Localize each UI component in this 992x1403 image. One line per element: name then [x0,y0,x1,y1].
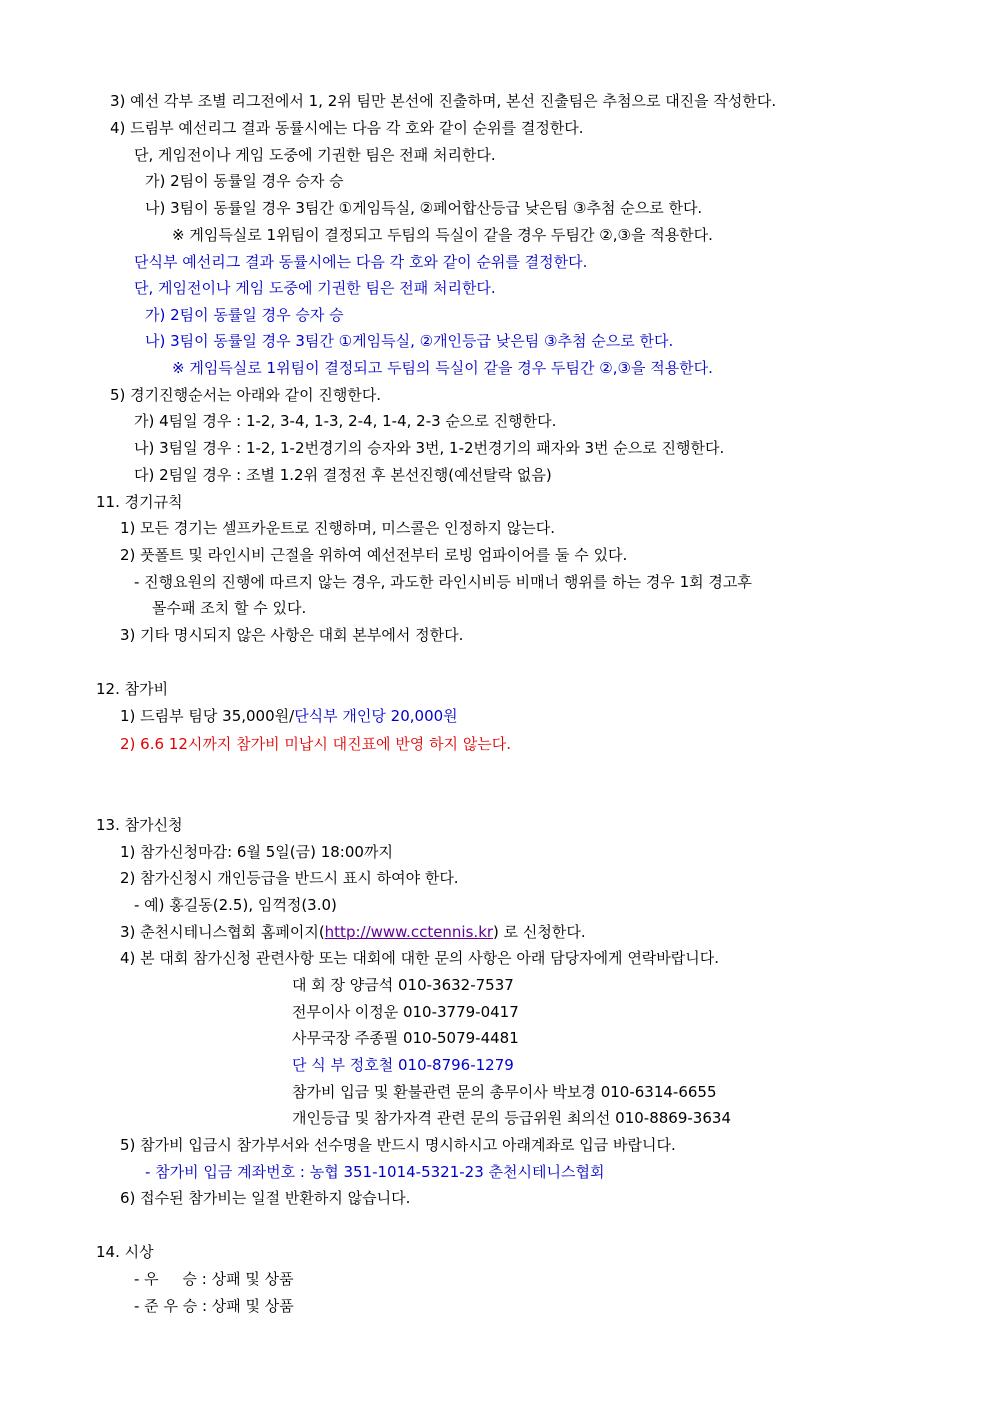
rule-item-4-b: 나) 3팀이 동률일 경우 3팀간 ①게임득실, ②페어합산등급 낮은팀 ③추첨 순으로 한다. [145,199,703,217]
section-13-item-6: 6) 접수된 참가비는 일절 반환하지 않습니다. [120,1189,411,1207]
rule-item-4-a: 가) 2팀이 동률일 경우 승자 승 [145,172,344,190]
homepage-link[interactable]: http://www.cctennis.kr [324,923,494,941]
section-13-item-1: 1) 참가신청마감: 6월 5일(금) 18:00까지 [120,843,393,861]
rule-item-5: 5) 경기진행순서는 아래와 같이 진행한다. [110,386,382,404]
rule-item-3: 3) 예선 각부 조별 리그전에서 1, 2위 팀만 본선에 진출하며, 본선 진출팀은 추첨으로 대진을 작성한다. [110,92,777,110]
homepage-suffix: ) 로 신청한다. [493,923,586,941]
bank-account-info: - 참가비 입금 계좌번호 : 농협 351-1014-5321-23 춘천시테니스협회 [145,1163,605,1181]
section-12-item-2: 2) 6.6 12시까지 참가비 미납시 대진표에 반영 하지 않는다. [120,735,512,753]
section-11-item-2-note: - 진행요원의 진행에 따르지 않는 경우, 과도한 라인시비등 비매너 행위를 하는 경우 1회 경고후 [134,573,752,591]
contact-president: 대 회 장 양금석 010-3632-7537 [292,976,514,994]
rule-item-5-b: 나) 3팀일 경우 : 1-2, 1-2번경기의 승자와 3번, 1-2번경기의 패자와 3번 순으로 진행한다. [134,439,725,457]
section-12-title: 12. 참가비 [96,680,169,698]
section-13-item-2-example: - 예) 홍길동(2.5), 임꺽정(3.0) [134,896,337,914]
award-winner: - 우 승 : 상패 및 상품 [134,1270,294,1288]
contact-single-division: 단 식 부 정호철 010-8796-1279 [292,1056,514,1074]
section-14-title: 14. 시상 [96,1243,154,1261]
contact-secretary-general: 사무국장 주종필 010-5079-4481 [292,1029,519,1047]
section-11-item-2: 2) 풋폴트 및 라인시비 근절을 위하여 예선전부터 로빙 엄파이어를 둘 수 있다. [120,546,628,564]
single-division-b: 나) 3팀이 동률일 경우 3팀간 ①게임득실, ②개인등급 낮은팀 ③추첨 순으로 한다. [145,332,674,350]
section-11-title: 11. 경기규칙 [96,493,183,511]
section-11-item-1: 1) 모든 경기는 셀프카운트로 진행하며, 미스콜은 인정하지 않는다. [120,519,556,537]
rule-item-4: 4) 드림부 예선리그 결과 동률시에는 다음 각 호와 같이 순위를 결정한다. [110,119,584,137]
homepage-prefix: 3) 춘천시테니스협회 홈페이지( [120,923,325,941]
rule-item-4-c: ※ 게임득실로 1위팀이 결정되고 두팀의 득실이 같을 경우 두팀간 ②,③을 적용한다. [172,226,713,244]
single-division-c: ※ 게임득실로 1위팀이 결정되고 두팀의 득실이 같을 경우 두팀간 ②,③을 적용한다. [172,359,713,377]
rule-item-5-a: 가) 4팀일 경우 : 1-2, 3-4, 1-3, 2-4, 1-4, 2-3 순으로 진행한다. [134,412,557,430]
section-13-item-3 [120,922,586,942]
dream-division-fee: 1) 드림부 팀당 35,000원/ [120,707,295,725]
section-13-item-2: 2) 참가신청시 개인등급을 반드시 표시 하여야 한다. [120,869,459,887]
single-division-a: 가) 2팀이 동률일 경우 승자 승 [145,306,344,324]
rule-item-4-note: 단, 게임전이나 게임 도중에 기권한 팀은 전패 처리한다. [134,146,496,164]
section-11-item-3: 3) 기타 명시되지 않은 사항은 대회 본부에서 정한다. [120,626,464,644]
section-13-item-4: 4) 본 대회 참가신청 관련사항 또는 대회에 대한 문의 사항은 아래 담당자에게 연락바랍니다. [120,949,720,967]
contact-grade-inquiry: 개인등급 및 참가자격 관련 문의 등급위원 최의선 010-8869-3634 [292,1109,731,1127]
contact-fee-inquiry: 참가비 입금 및 환불관련 문의 총무이사 박보경 010-6314-6655 [292,1083,717,1101]
single-division-fee: 단식부 개인당 20,000원 [294,707,458,725]
section-11-item-2-note-cont: 몰수패 조치 할 수 있다. [152,599,307,617]
rule-item-5-c: 다) 2팀일 경우 : 조별 1.2위 결정전 후 본선진행(예선탈락 없음) [134,466,552,484]
single-division-title: 단식부 예선리그 결과 동률시에는 다음 각 호와 같이 순위를 결정한다. [134,253,588,271]
contact-executive-director: 전무이사 이정운 010-3779-0417 [292,1003,519,1021]
award-runner-up: - 준 우 승 : 상패 및 상품 [134,1297,294,1315]
single-division-note: 단, 게임전이나 게임 도중에 기권한 팀은 전패 처리한다. [134,279,496,297]
section-12-item-1 [120,706,458,726]
section-13-item-5: 5) 참가비 입금시 참가부서와 선수명을 반드시 명시하시고 아래계좌로 입금 바랍니다. [120,1136,676,1154]
section-13-title: 13. 참가신청 [96,816,183,834]
